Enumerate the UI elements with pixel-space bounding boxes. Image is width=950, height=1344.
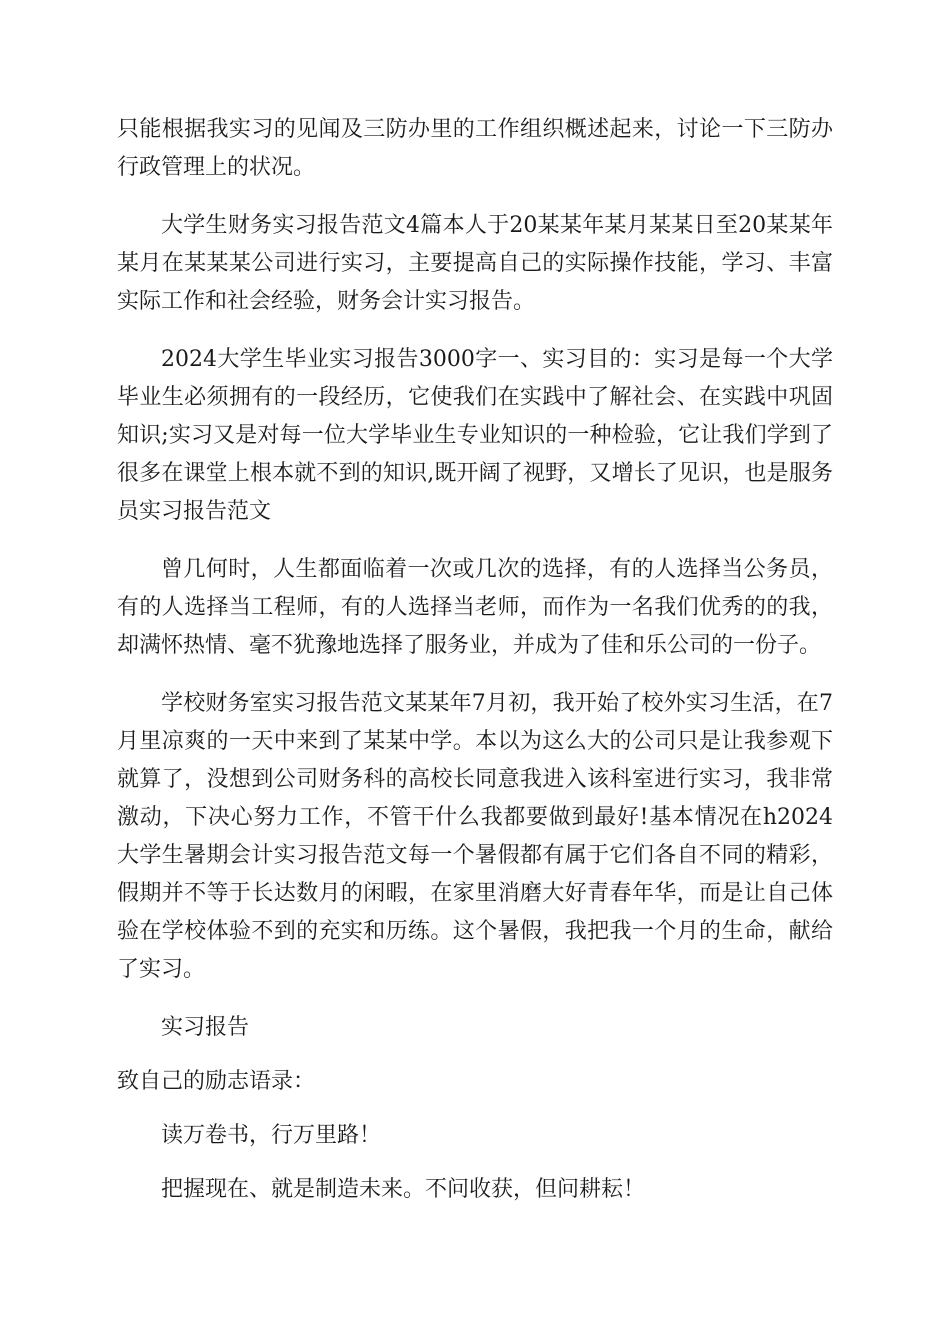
paragraph-motto-1: 读万卷书，行万里路！ bbox=[161, 1123, 382, 1148]
paragraph-motto-heading: 致自己的励志语录： bbox=[117, 1069, 316, 1094]
paragraph-internship-report-heading: 实习报告 bbox=[161, 1015, 250, 1040]
paragraph-graduation-internship: 2024大学生毕业实习报告3000字一、实习目的：实习是每一个大学毕业生必须拥有的一段经历，它使我们在实践中了解社会、在实践中巩固知识;实习又是对每一位大学毕业生专业知识的一种检验，它让我们学到了很多在课堂上根本就不到的知识,既开阔了视野，又增长了见识，也是服务员实习报告范文 bbox=[117, 347, 833, 524]
paragraph-school-finance-office: 学校财务室实习报告范文某某年7月初，我开始了校外实习生活，在7月里凉爽的一天中来到了某某中学。本以为这么大的公司只是让我参观下就算了，没想到公司财务科的高校长同意我进入该科室进行实习，我非常激动，下决心努力工作，不管干什么我都要做到最好!基本情况在h2024大学生暑期会计实习报告范文每一个暑假都有属于它们各自不同的精彩，假期并不等于长达数月的闲暇，在家里消磨大好青春年华，而是让自己体验在学校体验不到的充实和历练。这个暑假，我把我一个月的生命，献给了实习。 bbox=[117, 691, 833, 982]
document-body bbox=[117, 111, 833, 1229]
paragraph-motto-2: 把握现在、就是制造未来。不问收获，但问耕耘！ bbox=[161, 1177, 646, 1202]
paragraph-life-choices: 曾几何时，人生都面临着一次或几次的选择，有的人选择当公务员，有的人选择当工程师，有的人选择当老师，而作为一名我们优秀的的我，却满怀热情、毫不犹豫地选择了服务业，并成为了佳和乐公司的一份子。 bbox=[117, 557, 833, 658]
paragraph-intro-continuation: 只能根据我实习的见闻及三防办里的工作组织概述起来，讨论一下三防办行政管理上的状况。 bbox=[117, 117, 833, 180]
paragraph-finance-internship: 大学生财务实习报告范文4篇本人于20某某年某月某某日至20某某年某月在某某某公司进行实习，主要提高自己的实际操作技能，学习、丰富实际工作和社会经验，财务会计实习报告。 bbox=[117, 213, 833, 314]
